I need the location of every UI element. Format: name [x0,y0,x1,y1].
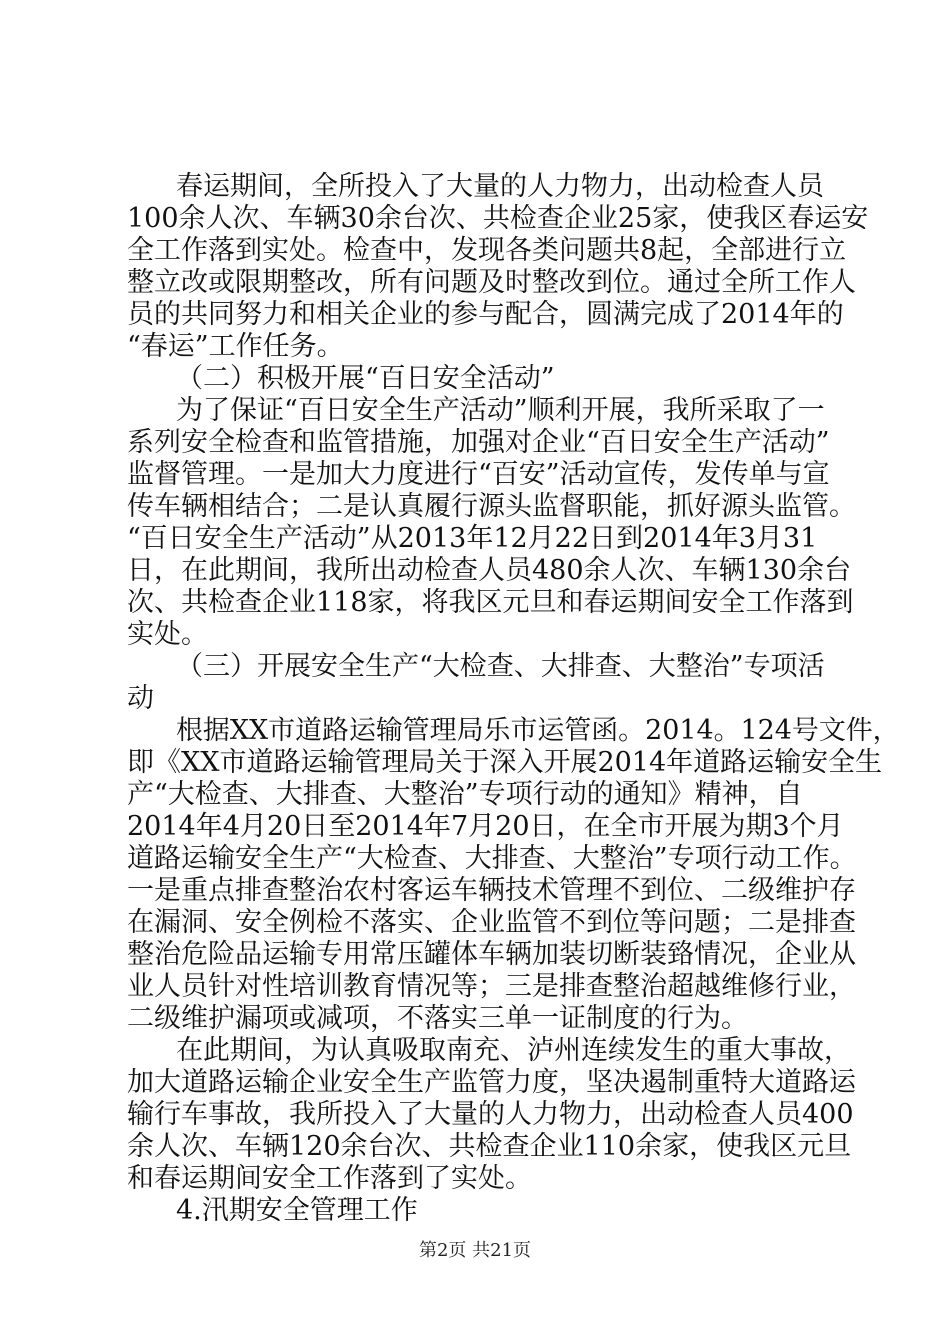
section-heading: （三）开展安全生产“大检查、大排查、大整治”专项活 [176,651,825,682]
paragraph-line: “春运”工作任务。 [127,331,344,362]
paragraph-line: 2014年4月20日至2014年7月20日，在全市开展为期3个月 [127,811,844,842]
paragraph-line: 二级维护漏项或减项，不落实三单一证制度的行为。 [127,1003,748,1034]
paragraph-line: 输行车事故，我所投入了大量的人力物力，出动检查人员400 [127,1099,854,1130]
paragraph-line: 根据XX市道路运输管理局乐市运管函。2014。124号文件， [176,715,900,746]
paragraph-line: 监督管理。一是加大力度进行“百安”活动宣传，发传单与宣 [127,459,830,490]
paragraph-line: 余人次、车辆120余台次、共检查企业110余家，使我区元旦 [127,1131,852,1162]
paragraph-line: 一是重点排查整治农村客运车辆技术管理不到位、二级维护存 [127,875,856,906]
paragraph-line: 全工作落到实处。检查中，发现各类问题共8起，全部进行立 [127,235,847,266]
paragraph-line: 实处。 [127,619,208,650]
paragraph-line: 传车辆相结合；二是认真履行源头监督职能，抓好源头监管。 [127,491,856,522]
paragraph-line: 春运期间，全所投入了大量的人力物力，出动检查人员 [176,171,824,202]
paragraph-line: 日，在此期间，我所出动检查人员480余人次、车辆130余台 [127,555,852,586]
paragraph-line: 员的共同努力和相关企业的参与配合，圆满完成了2014年的 [127,299,844,330]
paragraph-line: 即《XX市道路运输管理局关于深入开展2014年道路运输安全生 [127,747,883,778]
paragraph-line: 为了保证“百日安全生产活动”顺利开展，我所采取了一 [176,395,825,426]
paragraph-line: 道路运输安全生产“大检查、大排查、大整治”专项行动工作。 [127,843,857,874]
paragraph-line: 加大道路运输企业安全生产监管力度，坚决遏制重特大道路运 [127,1067,856,1098]
paragraph-line: 产“大检查、大排查、大整治”专项行动的通知》精神，自 [127,779,803,810]
paragraph-line: 在此期间，为认真吸取南充、泸州连续发生的重大事故， [176,1035,851,1066]
paragraph-line: 系列安全检查和监管措施，加强对企业“百日安全生产活动” [127,427,830,458]
paragraph-line: 100余人次、车辆30余台次、共检查企业25家，使我区春运安 [127,203,869,234]
paragraph-line: 在漏洞、安全例检不落实、企业监管不到位等问题；二是排查 [127,907,856,938]
paragraph-line: “百日安全生产活动”从2013年12月22日到2014年3月31 [127,523,818,554]
page-footer [0,1240,950,1262]
paragraph-line: 和春运期间安全工作落到了实处。 [127,1163,532,1194]
paragraph-line: 业人员针对性培训教育情况等；三是排查整治超越维修行业， [127,971,856,1002]
section-heading-continued: 动 [127,683,154,714]
paragraph-line: 整治危险品运输专用常压罐体车辆加装切断装臵情况，企业从 [127,939,856,970]
paragraph-line: 次、共检查企业118家，将我区元旦和春运期间安全工作落到 [127,587,854,618]
page-number: 第2页 共21页 [418,1240,532,1261]
section-heading: 4.汛期安全管理工作 [176,1195,418,1226]
paragraph-line: 整立改或限期整改，所有问题及时整改到位。通过全所工作人 [127,267,856,298]
section-heading: （二）积极开展“百日安全活动” [176,363,555,394]
